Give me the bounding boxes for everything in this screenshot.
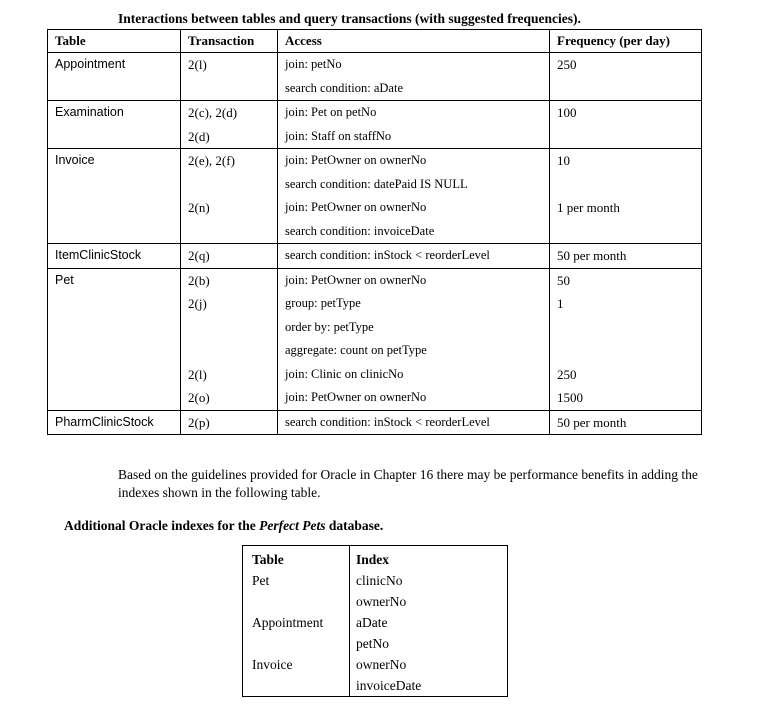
table-name-cell xyxy=(48,125,181,149)
index-table-cell xyxy=(243,591,350,612)
access-cell: order by: petType xyxy=(278,316,550,340)
table-name-cell xyxy=(48,196,181,220)
table-name-cell: Invoice xyxy=(48,149,181,173)
frequency-cell: 1 xyxy=(550,292,702,316)
transaction-cell: 2(l) xyxy=(181,53,278,77)
table-row xyxy=(48,53,702,77)
table-name-cell xyxy=(48,77,181,101)
table-row xyxy=(48,149,702,173)
index-cell: ownerNo xyxy=(350,654,508,675)
transaction-cell: 2(q) xyxy=(181,244,278,269)
access-cell: join: PetOwner on ownerNo xyxy=(278,149,550,173)
index-table-cell: Invoice xyxy=(252,657,293,672)
frequency-cell xyxy=(550,125,702,149)
index-cell: clinicNo xyxy=(350,570,508,591)
index-table-cell xyxy=(243,675,350,697)
transaction-cell: 2(c), 2(d) xyxy=(181,101,278,125)
indexes-table-title: Additional Oracle indexes for the Perfect Pets database. xyxy=(64,518,384,533)
table-row xyxy=(48,339,702,363)
table-row xyxy=(243,654,508,675)
table-row xyxy=(243,591,508,612)
header-table: Table xyxy=(48,30,181,53)
table-row xyxy=(48,410,702,435)
frequency-cell: 1500 xyxy=(550,386,702,410)
table-row xyxy=(48,173,702,197)
header-frequency: Frequency (per day) xyxy=(550,30,702,53)
table-name-cell xyxy=(48,363,181,387)
transaction-cell: 2(o) xyxy=(181,386,278,410)
table-row xyxy=(48,268,702,292)
transaction-cell: 2(e), 2(f) xyxy=(181,149,278,173)
table-row xyxy=(243,675,508,697)
index-table-cell: Appointment xyxy=(252,615,324,630)
frequency-cell: 250 xyxy=(550,53,702,77)
table-row xyxy=(243,612,508,633)
index-cell: ownerNo xyxy=(350,591,508,612)
table-name-cell: Appointment xyxy=(48,53,181,77)
access-cell: search condition: datePaid IS NULL xyxy=(278,173,550,197)
access-cell: join: PetOwner on ownerNo xyxy=(278,386,550,410)
access-cell: join: petNo xyxy=(278,53,550,77)
transaction-cell: 2(n) xyxy=(181,196,278,220)
index-cell: petNo xyxy=(350,633,508,654)
transaction-cell xyxy=(181,77,278,101)
header-access: Access xyxy=(278,30,550,53)
frequency-cell: 100 xyxy=(550,101,702,125)
table-row xyxy=(243,570,508,591)
table-row xyxy=(48,292,702,316)
table-name-cell: PharmClinicStock xyxy=(48,410,181,435)
frequency-cell xyxy=(550,339,702,363)
header-table: Table xyxy=(252,552,284,567)
access-cell: join: Pet on petNo xyxy=(278,101,550,125)
access-cell: group: petType xyxy=(278,292,550,316)
index-table-cell xyxy=(243,633,350,654)
access-cell: join: PetOwner on ownerNo xyxy=(278,268,550,292)
transaction-cell xyxy=(181,173,278,197)
table-row xyxy=(48,220,702,244)
access-cell: search condition: invoiceDate xyxy=(278,220,550,244)
table-name-cell xyxy=(48,339,181,363)
transaction-cell xyxy=(181,339,278,363)
frequency-cell: 50 per month xyxy=(550,410,702,435)
index-cell: aDate xyxy=(350,612,508,633)
frequency-cell: 50 per month xyxy=(550,244,702,269)
access-cell: join: Clinic on clinicNo xyxy=(278,363,550,387)
table-name-cell xyxy=(48,220,181,244)
access-cell: join: Staff on staffNo xyxy=(278,125,550,149)
table-name-cell xyxy=(48,292,181,316)
interactions-header-row xyxy=(48,30,702,53)
access-cell: search condition: aDate xyxy=(278,77,550,101)
frequency-cell: 1 per month xyxy=(550,196,702,220)
transaction-cell: 2(p) xyxy=(181,410,278,435)
access-cell: search condition: inStock < reorderLevel xyxy=(278,410,550,435)
table-row xyxy=(48,244,702,269)
transaction-cell: 2(b) xyxy=(181,268,278,292)
access-cell: aggregate: count on petType xyxy=(278,339,550,363)
header-index: Index xyxy=(350,546,508,571)
table-row xyxy=(48,101,702,125)
transaction-cell: 2(l) xyxy=(181,363,278,387)
transaction-cell xyxy=(181,220,278,244)
table-name-cell: ItemClinicStock xyxy=(48,244,181,269)
table-row xyxy=(48,363,702,387)
access-cell: join: PetOwner on ownerNo xyxy=(278,196,550,220)
performance-paragraph: Based on the guidelines provided for Oracle in Chapter 16 there may be performance benefits in adding the indexes shown in the following table. xyxy=(118,467,698,500)
table-name-cell: Pet xyxy=(48,268,181,292)
index-table-cell: Pet xyxy=(252,573,270,588)
indexes-table xyxy=(242,545,508,697)
interactions-table xyxy=(47,29,702,435)
frequency-cell xyxy=(550,77,702,101)
frequency-cell xyxy=(550,316,702,340)
table-row xyxy=(48,196,702,220)
table-row xyxy=(243,633,508,654)
indexes-header-row xyxy=(243,546,508,571)
frequency-cell xyxy=(550,173,702,197)
frequency-cell: 250 xyxy=(550,363,702,387)
table-row xyxy=(48,386,702,410)
table-row xyxy=(48,125,702,149)
table-row xyxy=(48,77,702,101)
transaction-cell: 2(d) xyxy=(181,125,278,149)
transaction-cell: 2(j) xyxy=(181,292,278,316)
index-cell: invoiceDate xyxy=(350,675,508,697)
table-name-cell xyxy=(48,173,181,197)
table-name-cell: Examination xyxy=(48,101,181,125)
table-name-cell xyxy=(48,386,181,410)
table-name-cell xyxy=(48,316,181,340)
access-cell: search condition: inStock < reorderLevel xyxy=(278,244,550,269)
frequency-cell xyxy=(550,220,702,244)
table-row xyxy=(48,316,702,340)
header-transaction: Transaction xyxy=(181,30,278,53)
interactions-table-title: Interactions between tables and query transactions (with suggested frequencies). xyxy=(118,11,581,26)
transaction-cell xyxy=(181,316,278,340)
frequency-cell: 10 xyxy=(550,149,702,173)
frequency-cell: 50 xyxy=(550,268,702,292)
